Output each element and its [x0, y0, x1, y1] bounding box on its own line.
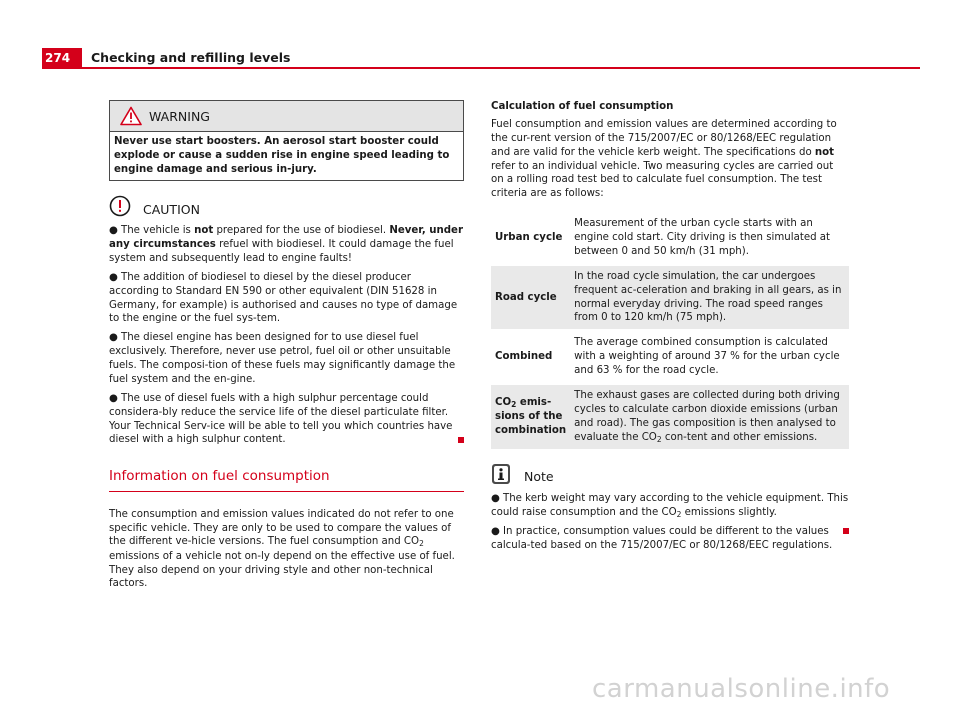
header-divider	[42, 67, 920, 69]
row-label: Urban cycle	[495, 232, 563, 243]
caution-exclamation-icon	[109, 195, 131, 217]
page-title: Checking and refilling levels	[91, 50, 291, 65]
caution-title: CAUTION	[143, 201, 200, 217]
page-number: 274	[42, 48, 82, 68]
note-header	[491, 461, 849, 487]
caution-header	[109, 193, 464, 219]
note-item: ● The kerb weight may vary according to the vehicle equipment. This could raise consumption and the $CO_2$ emissions slightly.	[491, 492, 849, 519]
row-label: Combined	[495, 351, 553, 363]
watermark: carmanualsonline.info	[592, 674, 891, 701]
note-title: Note	[524, 469, 554, 485]
row-text: The average combined consumption is calculated with a weighting of around 37 % for the urban cycle and 63 % for the road cycle.	[574, 337, 840, 376]
section-heading: Information on fuel consumption	[109, 467, 464, 491]
section-body: The consumption and emission values indicated do not refer to one specific vehicle. They are only to be used to compare the values of the different ve-hicle versions. The fuel consumption and $CO_2$ emissions of a vehicle not on-ly depend on the effective use of fuel. They also depend on your driving style and other non-technical factors.	[109, 508, 455, 590]
row-text: In the road cycle simulation, the car undergoes frequent ac-celeration and braking in all gears, as in normal everyday driving. The road speed ranges from 0 to 120 km/h (75 mph).	[570, 266, 849, 330]
row-label: $CO_2$ emis-sions of the combination	[491, 385, 570, 449]
note-item: ● In practice, consumption values could be different to the values calcula-ted based on the 715/2007/EC or 80/1268/EEC regulations.	[491, 525, 849, 553]
caution-item: ● The addition of biodiesel to diesel by the diesel producer according to Standard EN 590 or other equivalent (DIN 51628 in Germany, for example) is authorised and causes no type of damage to the engine or the fuel sys-tem.	[109, 271, 458, 325]
warning-box	[109, 100, 464, 181]
table-row	[491, 332, 849, 382]
warning-text: Never use start boosters. An aerosol start booster could explode or cause a sudden rise in engine speed leading to engine damage and serious in-jury.	[114, 136, 450, 176]
table-row	[491, 266, 849, 330]
sub-heading: Calculation of fuel consumption	[491, 101, 674, 112]
row-text: The exhaust gases are collected during both driving cycles to calculate carbon dioxide emissions (urban and road). The gas composition is then analysed to evaluate the $CO_2$ con-tent and other emissions.	[570, 385, 849, 449]
section-end-marker	[843, 528, 849, 534]
calculation-intro: Fuel consumption and emission values are determined according to the cur-rent version of the 715/2007/EC or 80/1268/EEC regulation and are valid for the vehicle kerb weight. The specifications do not refer to an individual vehicle. Two measuring cycles are carried out on a rolling road test bed to calculate fuel consumption. The test criteria are as follows:	[491, 118, 837, 200]
caution-item: ● The vehicle is not prepared for the use of biodiesel. Never, under any circumstances refuel with biodiesel. It could damage the fuel system and subsequently lead to engine faults!	[109, 225, 463, 264]
warning-triangle-icon	[120, 106, 142, 126]
info-note-icon	[491, 463, 511, 485]
test-cycle-table	[491, 213, 849, 449]
caution-item: ● The diesel engine has been designed for to use diesel fuel exclusively. Therefore, never use petrol, fuel oil or other unsuitable fuels. The composi-tion of these fuels may significantly damage the fuel system and the en-gine.	[109, 332, 456, 385]
caution-item: ● The use of diesel fuels with a high sulphur percentage could considera-bly reduce the service life of the diesel particulate filter. Your Technical Serv-ice will be able to tell you which countries have diesel with a high sulphur content.	[109, 392, 464, 448]
table-row	[491, 385, 849, 449]
left-column	[109, 100, 464, 591]
warning-title: WARNING	[149, 108, 210, 124]
row-label: Road cycle	[491, 266, 570, 330]
row-text: Measurement of the urban cycle starts with an engine cold start. City driving is then simulated at between 0 and 50 km/h (31 mph).	[574, 218, 831, 257]
table-row	[491, 213, 849, 263]
warning-header	[110, 101, 463, 132]
right-column	[491, 100, 849, 553]
section-end-marker	[458, 437, 464, 443]
